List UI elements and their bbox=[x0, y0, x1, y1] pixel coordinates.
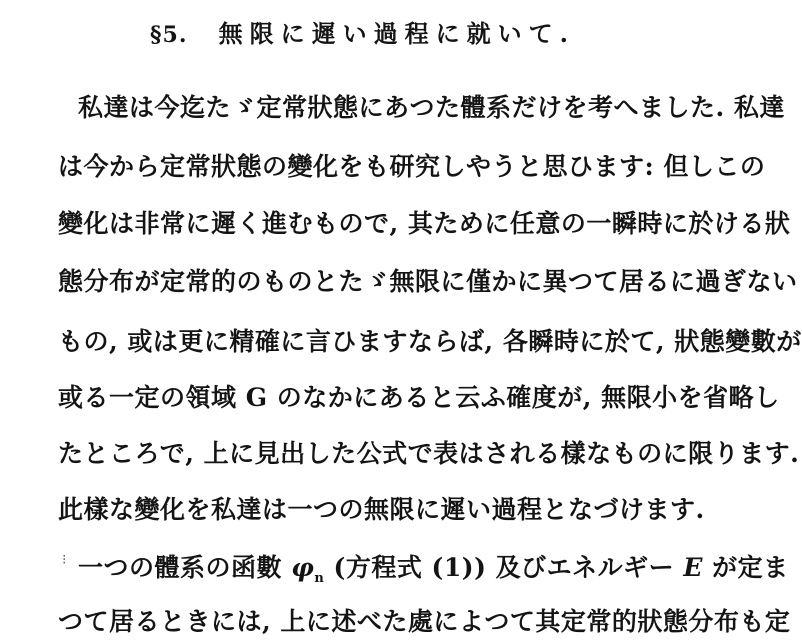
paragraph-line: 此樣な變化を私達は一つの無限に遲い過程となづけます. bbox=[58, 495, 705, 524]
section-heading bbox=[150, 14, 670, 54]
math-phi: φ bbox=[291, 553, 315, 582]
text-run: (方程式 (1)) 及びエネルギー bbox=[324, 553, 684, 582]
math-subscript: n bbox=[314, 571, 325, 586]
text-run: が定ま bbox=[702, 553, 789, 582]
paragraph-line: 私達は今迄たゞ定常狀態にあつた體系だけを考へました. 私達 bbox=[78, 93, 785, 122]
paragraph-line: は今から定常狀態の變化をも研究しやうと思ひます: 但しこの bbox=[58, 152, 766, 181]
section-number: §5. bbox=[150, 22, 188, 48]
margin-mark: ⁝ bbox=[62, 552, 67, 568]
paragraph-line: もの, 或は更に精確に言ひますならば, 各瞬時に於て, 狀態變數が bbox=[58, 327, 802, 356]
text-run: 一つの體系の函數 bbox=[78, 553, 292, 582]
math-energy: E bbox=[683, 553, 703, 582]
paragraph-line: 變化は非常に遲く進むもので, 其ために任意の一瞬時に於ける狀 bbox=[58, 209, 791, 238]
paragraph-line: つて居るときには, 上に述べた處によつて其定常的狀態分布も定 bbox=[58, 607, 791, 636]
section-title: 無限に遲い過程に就いて. bbox=[218, 19, 575, 48]
paragraph-line: 或る一定の領域 G のなかにあると云ふ確度が, 無限小を省略し bbox=[58, 383, 780, 412]
paragraph-line: 態分布が定常的のものとたゞ無限に僅かに異つて居るに過ぎない bbox=[58, 267, 798, 296]
paragraph-line: たところで, 上に見出した公式で表はされる樣なものに限ります. bbox=[58, 439, 800, 468]
paragraph-line bbox=[78, 548, 789, 586]
